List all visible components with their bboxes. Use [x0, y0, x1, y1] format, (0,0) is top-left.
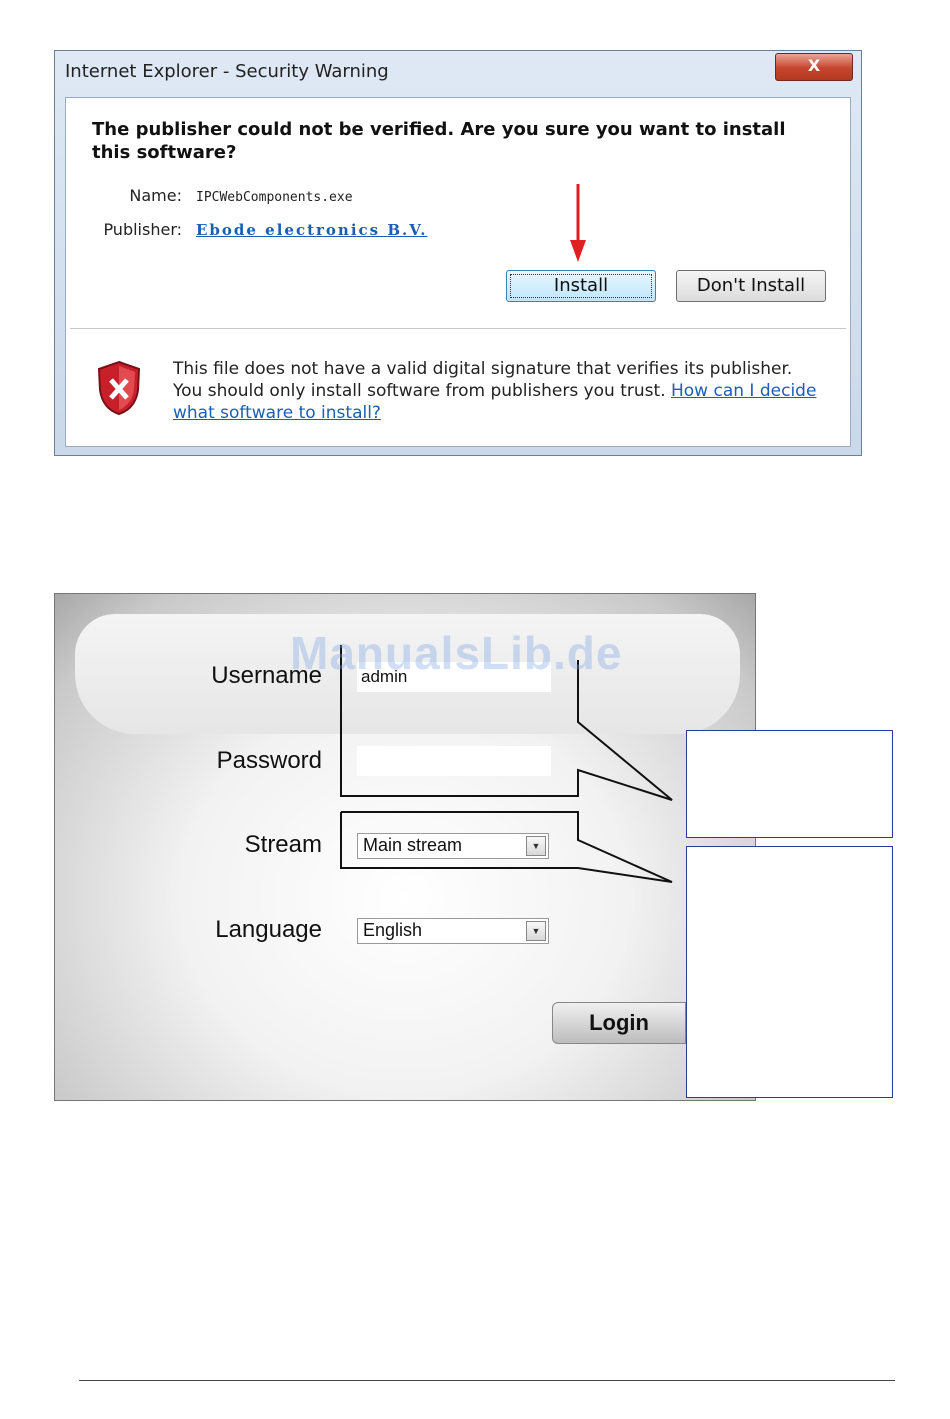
- password-label: Password: [216, 747, 322, 774]
- language-label: Language: [215, 916, 322, 943]
- dialog-question: The publisher could not be verified. Are you sure you want to install this software?: [92, 119, 786, 163]
- language-select[interactable]: [357, 918, 549, 944]
- username-label: Username: [211, 662, 322, 689]
- dialog-title: Internet Explorer - Security Warning: [65, 61, 389, 82]
- login-button[interactable]: [552, 1002, 686, 1044]
- dialog-content: [65, 97, 851, 447]
- note-box-credentials: [686, 730, 893, 838]
- watermark: ManualsLib.de: [290, 627, 623, 679]
- note-box-stream: [686, 846, 893, 1098]
- security-shield-icon: [96, 360, 142, 416]
- footer-rule: [79, 1380, 895, 1381]
- red-arrow-icon: [568, 184, 588, 264]
- file-name: IPCWebComponents.exe: [196, 190, 353, 205]
- close-icon: X: [807, 56, 821, 75]
- name-label: Name:: [129, 186, 182, 205]
- security-warning-dialog: [54, 50, 862, 456]
- password-input[interactable]: [357, 746, 551, 776]
- stream-label: Stream: [244, 831, 322, 858]
- publisher-link[interactable]: Ebode electronics B.V.: [196, 221, 428, 239]
- language-value: English: [363, 920, 423, 940]
- close-button[interactable]: [775, 53, 853, 81]
- chevron-down-icon[interactable]: ▼: [526, 921, 546, 941]
- warning-text: [173, 358, 823, 424]
- chevron-down-icon[interactable]: ▼: [526, 836, 546, 856]
- login-button-label: Login: [589, 1010, 649, 1035]
- stream-value: Main stream: [363, 835, 463, 855]
- install-button[interactable]: [506, 270, 656, 302]
- warning-message: This file does not have a valid digital signature that verifies its publisher. You should only install software from publishers you trust.: [173, 359, 793, 401]
- dont-install-button[interactable]: [676, 270, 826, 302]
- help-link[interactable]: How can I decide what software to install?: [173, 381, 817, 423]
- publisher-label: Publisher:: [103, 220, 182, 239]
- dont-install-button-label: Don't Install: [696, 275, 806, 296]
- stream-select[interactable]: [357, 833, 549, 859]
- install-button-label: Install: [553, 275, 609, 296]
- dialog-titlebar: [55, 51, 861, 97]
- divider: [70, 328, 846, 329]
